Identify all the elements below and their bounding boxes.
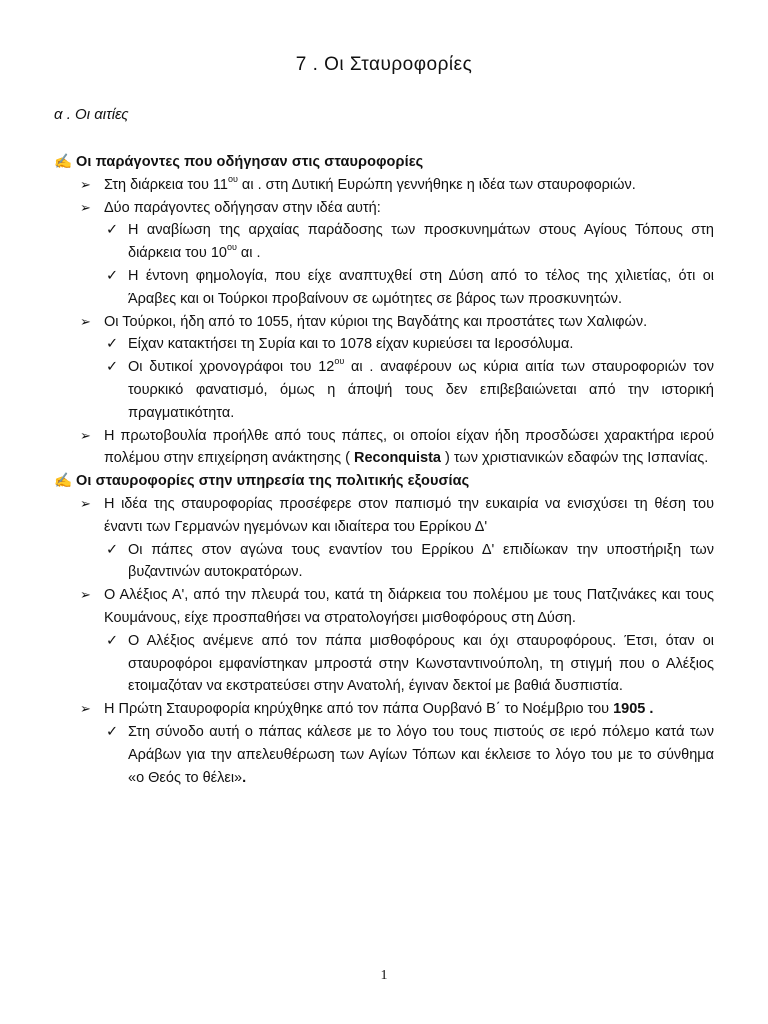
checkmark-icon: ✓ bbox=[106, 267, 119, 284]
checkmark-icon: ✓ bbox=[106, 632, 119, 649]
check-item: ✓ Είχαν κατακτήσει τη Συρία και το 1078 είχαν κυριεύσει τα Ιεροσόλυμα. bbox=[54, 333, 714, 356]
document-body bbox=[54, 151, 714, 789]
section-subheading: α . Οι αιτίες bbox=[54, 106, 129, 123]
arrowhead-bullet-icon: ➢ bbox=[80, 427, 91, 443]
bullet-item: ➢ Η ιδέα της σταυροφορίας προσέφερε στον παπισμό την ευκαιρία να ενισχύσει τη θέση του έναντι των Γερμανών ηγεμόνων και ιδιαίτερα του Ερρίκου Δ' bbox=[54, 493, 714, 539]
arrowhead-bullet-icon: ➢ bbox=[80, 313, 91, 329]
check-item: ✓ Η έντονη φημολογία, που είχε αναπτυχθεί στη Δύση από το τέλος της χιλιετίας, ότι οι Άραβες και οι Τούρκοι προβαίνουν σε ωμότητες σε βάρος των προσκυνητών. bbox=[54, 265, 714, 311]
checkmark-icon: ✓ bbox=[106, 359, 119, 376]
check-item: ✓ Στη σύνοδο αυτή ο πάπας κάλεσε με το λόγο του τους πιστούς σε ιερό πόλεμο κατά των Αράβων για την απελευθέρωση των Αγίων Τόπων και έκλεισε το λόγο του με το σύνθημα «ο Θεός το θέλει». bbox=[54, 721, 714, 789]
bullet-item: ➢ Η πρωτοβουλία προήλθε από τους πάπες, οι οποίοι είχαν ήδη προσδώσει χαρακτήρα ιερού πολέμου στην επιχείρηση ανάκτησης ( Reconquista ) των χριστιανικών εδαφών της Ισπανίας. bbox=[54, 425, 714, 471]
section-heading-political: ✍ Οι σταυροφορίες στην υπηρεσία της πολιτικής εξουσίας bbox=[54, 470, 714, 493]
arrowhead-bullet-icon: ➢ bbox=[80, 495, 91, 511]
bullet-item: ➢ Ο Αλέξιος Α', από την πλευρά του, κατά τη διάρκεια του πολέμου με τους Πατζινάκες και τους Κουμάνους, είχε προσπαθήσει να στρατολογήσει μισθοφόρους στη Δύση. bbox=[54, 584, 714, 630]
checkmark-icon: ✓ bbox=[106, 541, 119, 558]
arrowhead-bullet-icon: ➢ bbox=[80, 176, 91, 192]
arrowhead-bullet-icon: ➢ bbox=[80, 199, 91, 215]
section-heading-factors: ✍ Οι παράγοντες που οδήγησαν στις σταυροφορίες bbox=[54, 151, 714, 174]
arrowhead-bullet-icon: ➢ bbox=[80, 701, 91, 717]
checkmark-icon: ✓ bbox=[106, 723, 119, 740]
hand-pencil-icon: ✍ bbox=[54, 473, 73, 490]
bullet-item: ➢ Δύο παράγοντες οδήγησαν στην ιδέα αυτή: bbox=[54, 197, 714, 220]
bullet-item: ➢ Στη διάρκεια του $11^{o\upsilon}$ αι . στη Δυτική Ευρώπη γεννήθηκε η ιδέα των σταυροφοριών. bbox=[54, 174, 714, 197]
check-item: ✓ Η αναβίωση της αρχαίας παράδοσης των προσκυνημάτων στους Αγίους Τόπους στη διάρκεια του $10^{o\upsilon}$ αι . bbox=[54, 219, 714, 265]
check-item: ✓ Οι δυτικοί χρονογράφοι του $12^{o\upsilon}$ αι . αναφέρουν ως κύρια αιτία των σταυροφοριών τον τουρκικό φανατισμό, όμως η άποψή τους δεν επιβεβαιώνεται από την ιστορική πραγματικότητα. bbox=[106, 356, 715, 421]
bullet-item: ➢ Οι Τούρκοι, ήδη από το 1055, ήταν κύριοι της Βαγδάτης και προστάτες των Χαλιφών. bbox=[54, 311, 714, 334]
checkmark-icon: ✓ bbox=[106, 222, 119, 239]
arrowhead-bullet-icon: ➢ bbox=[80, 587, 91, 603]
page-title: 7 . Οι Σταυροφορίες bbox=[295, 54, 473, 75]
bullet-item: ➢ Η Πρώτη Σταυροφορία κηρύχθηκε από τον πάπα Ουρβανό Β΄ το Νοέμβριο του 1905 . bbox=[54, 698, 714, 721]
check-item: ✓ Οι πάπες στον αγώνα τους εναντίον του Ερρίκου Δ' επιδίωκαν την υποστήριξη των βυζαντινών αυτοκρατόρων. bbox=[54, 539, 714, 585]
hand-pencil-icon: ✍ bbox=[54, 154, 73, 170]
checkmark-icon: ✓ bbox=[106, 336, 119, 353]
check-item: ✓ Ο Αλέξιος ανέμενε από τον πάπα μισθοφόρους και όχι σταυροφόρους. Έτσι, όταν οι σταυροφόροι εμφανίστηκαν μπροστά στην Κωνσταντινούπολη, τη στιγμή που ο Αλέξιος ετοιμαζόταν να εκστρατεύσει στην Ανατολή, έγιναν δεκτοί με βαθιά δυσπιστία. bbox=[54, 630, 714, 698]
page-number: 1 bbox=[380, 968, 388, 983]
